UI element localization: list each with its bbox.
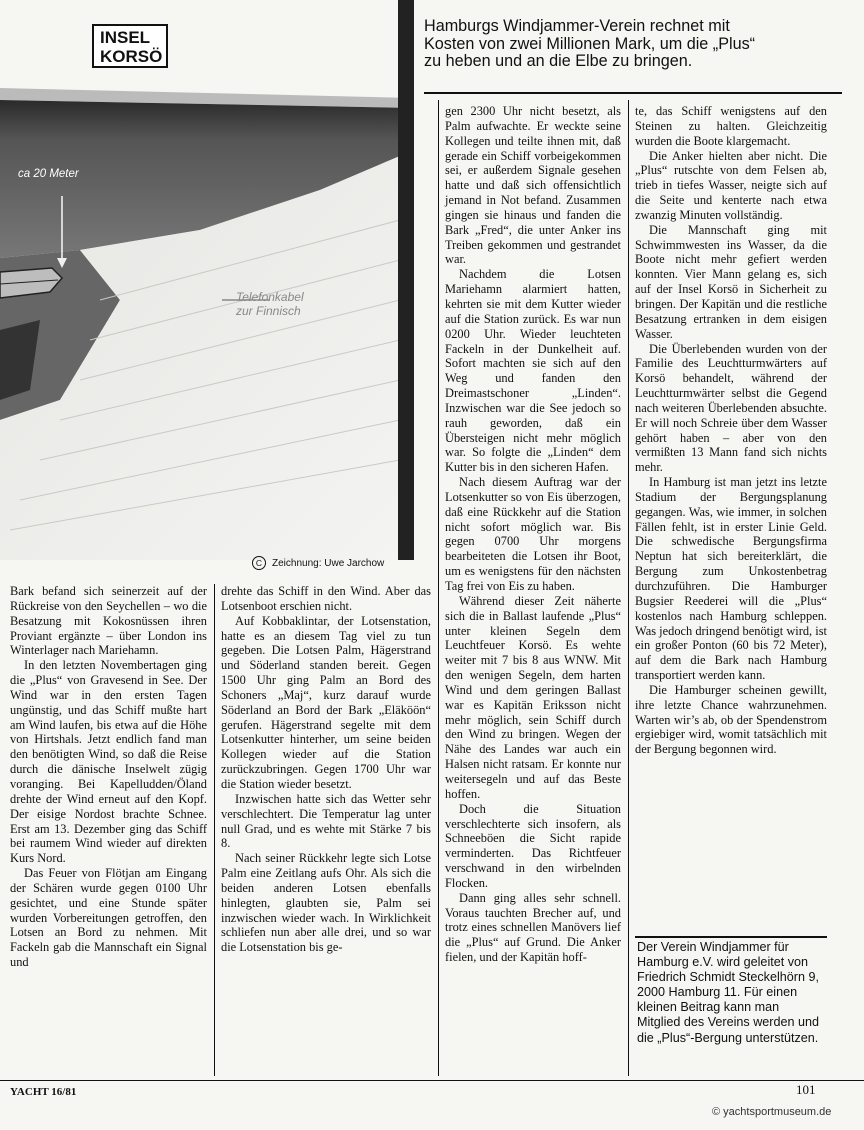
paragraph: Dann ging alles sehr schnell. Voraus tauchten Brecher auf, und trotz eines schnellen Manövers lief die „Plus“ auf Grund. Die Anker fielen, und der Kapitän hoff- bbox=[445, 890, 621, 965]
paragraph: Nachdem die Lotsen Mariehamn alarmiert hatten, kehrten sie mit dem Kutter wieder auf die Station zurück. Es war nun 0200 Uhr. Wieder leuchteten Fackeln in der Dunkelheit auf. Sofort machten sie sich auf den Weg und fanden den Dreimastschoner „Linden“. Inzwischen war die See jedoch so rauh geworden, daß ein Übersteigen nicht mehr möglich war. So folgte die „Linden“ dem Kutter bis in den sicheren Hafen. bbox=[445, 267, 621, 475]
paragraph: Die Anker hielten aber nicht. Die „Plus“ rutschte von dem Felsen ab, trieb in tiefes Wasser, neigte sich auf die Seite und kenterte nach etwa zwanzig Minuten vollständig. bbox=[635, 148, 827, 222]
paragraph: Nach seiner Rückkehr legte sich Lotse Palm eine Zeitlang aufs Ohr. Als sich die beiden anderen Lotsen ebenfalls hinlegten, glaubten sie, Palm sei inzwischen wieder wach. In Wirklichkeit schliefen nun aber alle drei, und so war die Lotsenstation bis ge- bbox=[221, 851, 431, 955]
cable-label-line2: zur Finnisch bbox=[236, 304, 301, 318]
column-rule bbox=[438, 100, 439, 1076]
page-number: 101 bbox=[796, 1082, 816, 1097]
text-column-2 bbox=[221, 584, 431, 955]
title-box-line1: INSEL bbox=[100, 28, 151, 47]
paragraph: Während dieser Zeit näherte sich die in Ballast laufende „Plus“ unter kleinen Segeln dem Leuchtfeuer Korsö. Es wehte weiter mit 7 bis 8 aus WNW. Mit den wenigen Segeln, dem harten Wind und dem geringen Ballast war es Kapitän Eriksson nicht mehr möglich, sein Schiff durch den Wind zu bringen. Wegen der Nähe des Landes war auch ein Halsen nicht ratsam. Er konnte nur weitersegeln und auf das Beste hoffen. bbox=[445, 593, 621, 801]
seabed-drawing bbox=[0, 0, 414, 580]
paragraph: Inzwischen hatte sich das Wetter sehr verschlechtert. Die Temperatur lag unter null Grad, und es wehte mit Stärke 7 bis 8. bbox=[221, 791, 431, 851]
paragraph: te, das Schiff wenigstens auf den Steinen zu halten. Gleichzeitig wurden die Boote klargemacht. bbox=[635, 104, 827, 148]
text-column-4 bbox=[635, 104, 827, 757]
paragraph: Das Feuer von Flötjan am Eingang der Schären wurde gegen 0100 Uhr gesichtet, und eine Stunde später wurden Vorbereitungen getroffen, den Lotsen an Bord zu nehmen. Mit Fackeln gab die Mannschaft ein Signal und bbox=[10, 866, 207, 970]
footer-rule bbox=[0, 1080, 864, 1081]
info-box: Der Verein Windjammer für Hamburg e.V. wird geleitet von Friedrich Schmidt Steckelhörn 9, 2000 Hamburg 11. Für einen kleinen Beitrag kann man Mitglied des Vereins werden und die „Plus“-Bergung unterstützen. bbox=[637, 940, 820, 1045]
headline-line3: zu heben und an die Elbe zu bringen. bbox=[424, 52, 693, 71]
credit-text: Zeichnung: Uwe Jarchow bbox=[272, 557, 385, 569]
info-box-rule bbox=[635, 936, 827, 938]
watermark: © yachtsportmuseum.de bbox=[712, 1106, 832, 1118]
copyright-icon: C bbox=[252, 556, 266, 570]
cable-label bbox=[236, 290, 304, 318]
headline-rule bbox=[424, 92, 842, 94]
magazine-issue: YACHT 16/81 bbox=[10, 1086, 77, 1098]
paragraph: In den letzten Novembertagen ging die „Plus“ von Gravesend in See. Der Wind war in den ersten Tagen ungünstig, und das Schiff mußte hart am Wind laufen, bis etwa auf die Höhe von Hirtshals. Jetzt endlich fand man den benötigten Wind, so daß die Reise durch die dänische Inselwelt zügig voranging. Bei Kapelludden/Öland drehte der Wind erneut auf den Kopf. Der eisige Nordost brachte Schnee. Erst am 13. Dezember ging das Schiff bei raumem Wind wieder auf direkten Kurs Nord. bbox=[10, 658, 207, 866]
paragraph: Die Hamburger scheinen gewillt, ihre letzte Chance wahrzunehmen. Warten wir’s ab, ob der Spendenstrom ergiebiger wird, womit tatsächlich mit der Bergung begonnen wird. bbox=[635, 682, 827, 757]
column-edge-shade bbox=[398, 0, 414, 560]
text-column-1 bbox=[10, 584, 207, 970]
paragraph: Doch die Situation verschlechterte sich insofern, als Schneeböen die Sicht rapide verminderten. Das Richtfeuer verschwand in den wirbelnden Flocken. bbox=[445, 801, 621, 890]
paragraph: drehte das Schiff in den Wind. Aber das Lotsenboot erschien nicht. bbox=[221, 584, 431, 613]
paragraph: Nach diesem Auftrag war der Lotsenkutter so von Eis überzogen, daß eine Rückkehr auf die Station nicht sofort möglich war. Bis gegen 0700 Uhr morgens bearbeiteten die Lotsen ihr Boot, um es wenigstens für den nächsten Tag frei von Eis zu haben. bbox=[445, 475, 621, 593]
illustration-credit bbox=[252, 556, 384, 570]
paragraph: In Hamburg ist man jetzt ins letzte Stadium der Bergungsplanung gegangen. Was, wie immer, in solchen Fällen fehlt, ist in erster Linie Geld. Die schwedische Bergungsfirma Neptun hat sich bereiterklärt, die Bergung zum Unkostenbetrag durchzuführen. Die Hamburger Bugsier Reederei will die „Plus“ kostenlos nach Hamburg schleppen. Was jedoch dringend benötigt wird, ist ein großer Ponton (60 bis 72 Meter), auf dem die Bark nach Hamburg transportiert werden kann. bbox=[635, 475, 827, 683]
title-box-line2: KORSÖ bbox=[100, 47, 163, 66]
headline-line1: Hamburgs Windjammer-Verein rechnet mit bbox=[424, 17, 730, 35]
column-rule bbox=[214, 584, 215, 1076]
depth-label: ca 20 Meter bbox=[18, 168, 79, 180]
cable-label-line1: Telefonkabel bbox=[236, 290, 304, 304]
paragraph: Auf Kobbaklintar, der Lotsenstation, hatte es an diesem Tag viel zu tun gegeben. Die Lotsen Palm, Hägerstrand und Söderland standen bereit. Gegen 1500 Uhr ging Palm an Bord des Schoners „Maj“, kurz darauf wurde Söderland an Bord der Bark „Eläköön“ gerufen. Hägerstrand segelte mit dem Lotsenkutter hinterher, um seine beiden Kollegen wieder auf die Station zurückzubringen. Gegen 1700 Uhr war die Station wieder besetzt. bbox=[221, 613, 431, 791]
title-box bbox=[92, 24, 168, 68]
paragraph: Die Mannschaft ging mit Schwimmwesten ins Wasser, da die Boote nicht mehr gefiert werden konnten. Vier Mann gelang es, sich auf der Insel Korsö in Sicherheit zu bringen. Der Kapitän und die restliche Besatzung ertranken in dem eisigen Wasser. bbox=[635, 222, 827, 341]
text-column-3 bbox=[445, 104, 621, 965]
paragraph: Bark befand sich seinerzeit auf der Rückreise von den Seychellen – wo die Besatzung mit Kokosnüssen ihren Proviant ergänzte – über London ins Winterlager nach Mariehamn. bbox=[10, 584, 207, 658]
paragraph: gen 2300 Uhr nicht besetzt, als Palm aufwachte. Er weckte seine Kollegen und teilte ihnen mit, daß gerade ein Schiff vorbeigekommen sei, er außerdem Signale gesehen hatte und daß sich offensichtlich jemand in Not befand. Zusammen gingen sie hinaus und fanden die Bark „Fred“, die unter Anker ins Treiben gekommen und gestrandet war. bbox=[445, 104, 621, 267]
paragraph: Die Überlebenden wurden von der Familie des Leuchtturmwärters auf Korsö behandelt, während der Leuchtturmwärter selbst die Gegend nach weiteren Überlebenden absuchte. Er will noch Schreie über dem Wasser gehört haben – aber von den vermißten 13 Mann fand sich nichts mehr. bbox=[635, 341, 827, 475]
illustration bbox=[0, 0, 414, 580]
headline bbox=[424, 18, 844, 71]
column-rule bbox=[628, 100, 629, 1076]
headline-line2: Kosten von zwei Millionen Mark, um die „Plus“ bbox=[424, 34, 756, 53]
